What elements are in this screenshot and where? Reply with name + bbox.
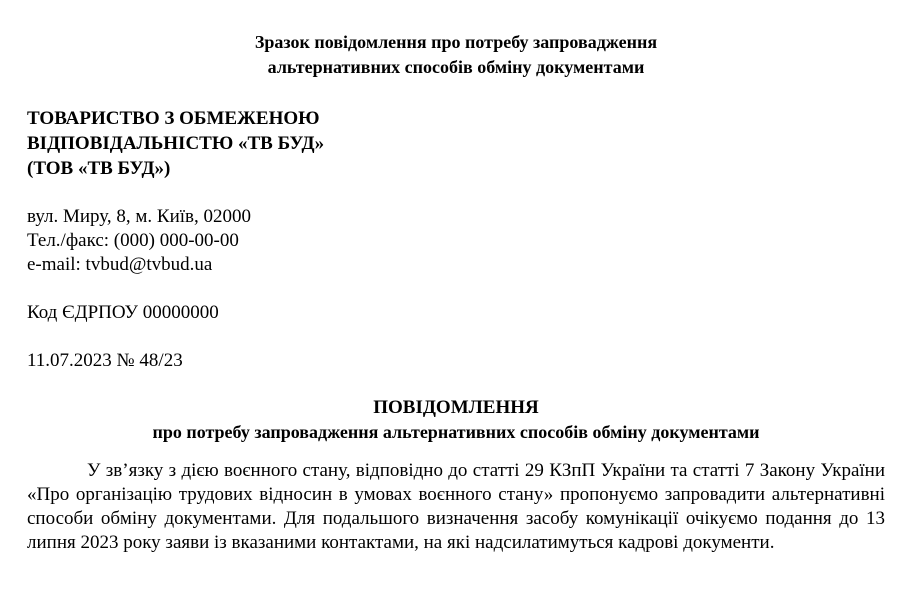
contacts-block (27, 205, 885, 277)
edrpou-code: Код ЄДРПОУ 00000000 (27, 302, 219, 323)
sample-title (27, 30, 885, 80)
document-page (27, 30, 885, 555)
organization-short-name: (ТОВ «ТВ БУД») (27, 158, 171, 179)
organization-name-line-1: ТОВАРИСТВО З ОБМЕЖЕНОЮ (27, 108, 320, 129)
email: e-mail: tvbud@tvbud.ua (27, 254, 213, 275)
organization-name (27, 106, 885, 181)
sample-title-line-1: Зразок повідомлення про потребу запровадження (254, 32, 658, 52)
notice-title: ПОВІДОМЛЕННЯ (373, 397, 539, 418)
notice-body: У зв’язку з дією воєнного стану, відповідно до статті 29 КЗпП України та статті 7 Закону України «Про організацію трудових відносин в умовах воєнного стану» пропонуємо запровадити альтернативні способи обміну документами. Для подальшого визначення засобу комунікації очікуємо подання до 13 липня 2023 року заяви із вказаними контактами, на які надсилатимуться кадрові документи. (27, 460, 885, 553)
phone-fax: Тел./факс: (000) 000-00-00 (27, 230, 239, 251)
address: вул. Миру, 8, м. Київ, 02000 (27, 206, 251, 227)
date-number: 11.07.2023 № 48/23 (27, 350, 183, 371)
notice-subtitle: про потребу запровадження альтернативних способів обміну документами (152, 422, 760, 442)
organization-name-line-2: ВІДПОВІДАЛЬНІСТЮ «ТВ БУД» (27, 133, 325, 154)
sample-title-line-2: альтернативних способів обміну документами (267, 57, 645, 77)
